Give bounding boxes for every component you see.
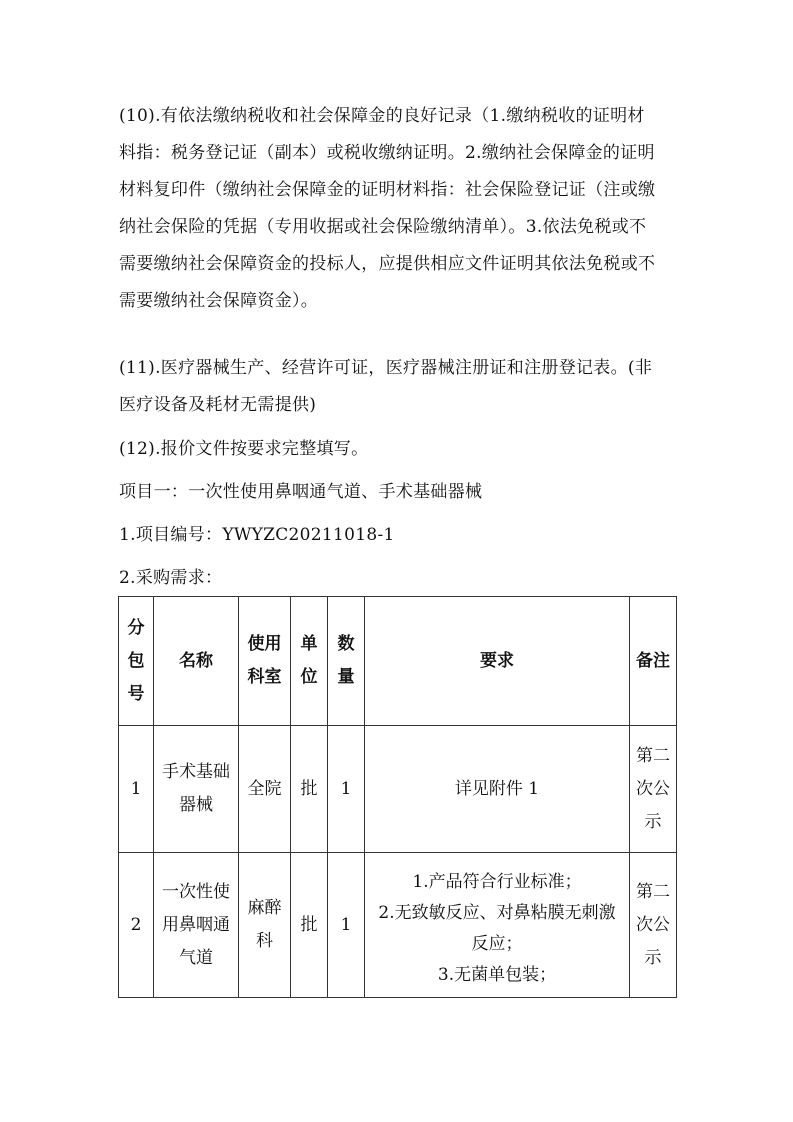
paragraph-12 — [119, 431, 679, 468]
project-title — [119, 474, 679, 511]
requirement-line: 3.无菌单包装； — [437, 965, 557, 985]
header-text: 使用 — [247, 634, 282, 654]
text-line: 2.采购需求： — [119, 568, 223, 588]
header-qty — [328, 597, 365, 726]
cell-text: 用鼻咽通 — [162, 914, 230, 935]
header-text: 数 — [337, 634, 355, 654]
procurement-heading — [119, 560, 679, 597]
cell-package-no: 1 — [119, 726, 154, 853]
text-line: 材料复印件（缴纳社会保障金的证明材料指：社会保险登记证（注或缴 — [119, 180, 656, 200]
header-text: 单 — [300, 634, 318, 654]
project-number — [119, 517, 679, 554]
cell-text: 第二 — [636, 881, 670, 902]
cell-unit: 批 — [291, 726, 328, 853]
cell-text: 第二 — [636, 745, 670, 766]
header-text: 分 — [127, 617, 145, 638]
requirement-line: 1.产品符合行业标准； — [412, 872, 582, 892]
cell-requirements: 详见附件 1 — [365, 726, 630, 853]
text-line: 医疗设备及耗材无需提供) — [119, 395, 317, 415]
table-header-row — [119, 597, 677, 726]
table-row — [119, 853, 677, 998]
cell-text: 器械 — [179, 795, 213, 815]
header-remarks: 备注 — [630, 597, 677, 726]
cell-text: 气道 — [179, 947, 213, 968]
cell-requirements — [365, 853, 630, 998]
cell-text: 次公 — [636, 914, 670, 935]
cell-remarks — [630, 726, 677, 853]
header-text: 量 — [337, 667, 355, 687]
header-unit — [291, 597, 328, 726]
text-line: (11).医疗器械生产、经营许可证，医疗器械注册证和注册登记表。(非 — [119, 358, 653, 378]
cell-text: 次公 — [636, 778, 670, 799]
cell-dept — [239, 853, 291, 998]
header-name: 名称 — [154, 597, 239, 726]
header-package-no — [119, 597, 154, 726]
procurement-table — [118, 596, 677, 998]
cell-package-no: 2 — [119, 853, 154, 998]
cell-text: 示 — [644, 811, 662, 832]
requirement-line: 2.无致敏反应、对鼻粘膜无刺激 — [378, 903, 616, 923]
text-line: 项目一：一次性使用鼻咽通气道、手术基础器械 — [119, 482, 483, 502]
text-line: (12).报价文件按要求完整填写。 — [119, 439, 369, 459]
table-row — [119, 726, 677, 853]
text-line: 1.项目编号：YWYZC20211018-1 — [119, 525, 395, 545]
header-dept — [239, 597, 291, 726]
header-text: 科室 — [247, 667, 282, 687]
cell-name — [154, 853, 239, 998]
cell-dept: 全院 — [239, 726, 291, 853]
header-text: 包 — [127, 650, 145, 671]
text-line: 需要缴纳社会保障资金）。 — [119, 291, 319, 311]
requirement-line: 反应； — [471, 934, 523, 954]
cell-qty: 1 — [328, 853, 365, 998]
cell-text: 一次性使 — [162, 881, 230, 902]
header-requirements: 要求 — [365, 597, 630, 726]
cell-name — [154, 726, 239, 853]
cell-text: 示 — [644, 947, 662, 968]
header-text: 位 — [300, 667, 318, 687]
paragraph-11 — [119, 350, 679, 424]
text-line: 纳社会保险的凭据（专用收据或社会保险缴纳清单）。3.依法免税或不 — [119, 217, 647, 237]
cell-remarks — [630, 853, 677, 998]
cell-qty: 1 — [328, 726, 365, 853]
cell-text: 科 — [256, 931, 273, 951]
cell-unit: 批 — [291, 853, 328, 998]
text-line: 料指：税务登记证（副本）或税收缴纳证明。2.缴纳社会保障金的证明 — [119, 143, 655, 163]
text-line: (10).有依法缴纳税收和社会保障金的良好记录（1.缴纳税收的证明材 — [119, 106, 645, 126]
paragraph-10 — [119, 98, 679, 320]
header-text: 号 — [127, 683, 145, 704]
cell-text: 麻醉 — [247, 898, 282, 918]
cell-text: 手术基础 — [162, 762, 230, 782]
text-line: 需要缴纳社会保障资金的投标人，应提供相应文件证明其依法免税或不 — [119, 254, 656, 274]
